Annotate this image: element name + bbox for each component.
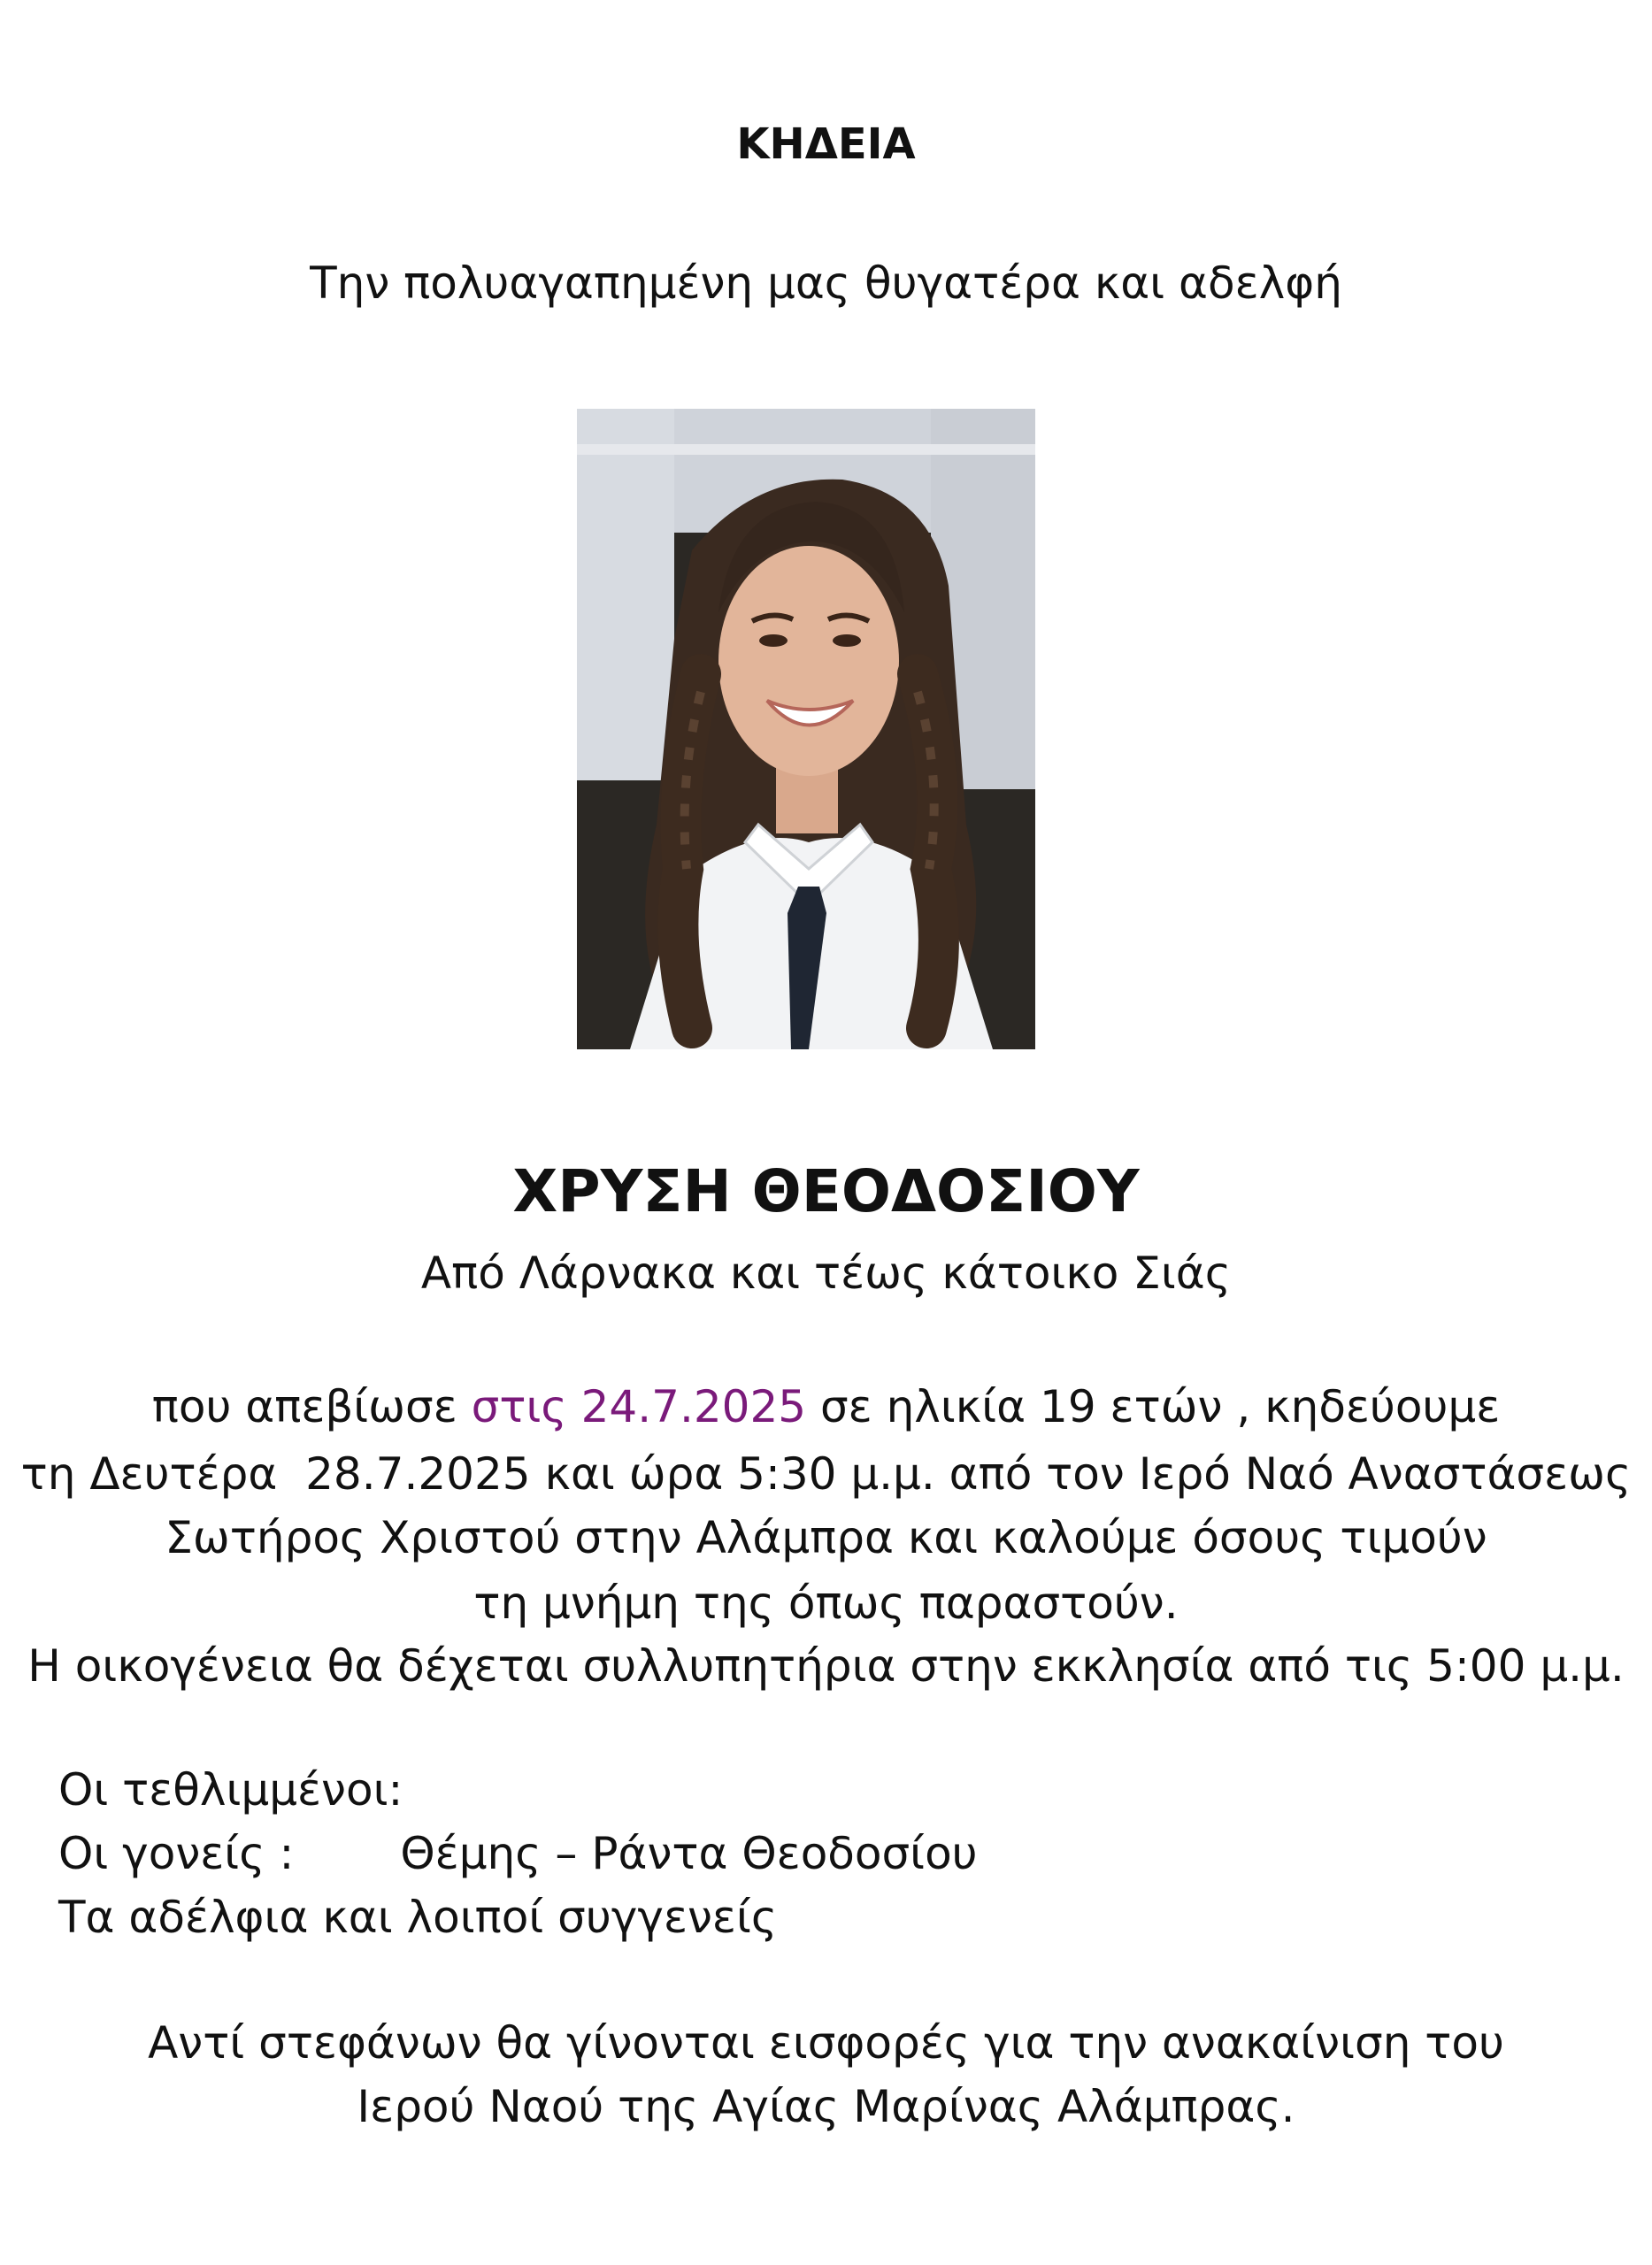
notice-heading: ΚΗΔΕΙΑ [736, 119, 916, 169]
parents-names: Θέμης – Ράντα Θεοδοσίου [400, 1828, 978, 1879]
body-line-4: τη μνήμη της όπως παραστούν. [473, 1578, 1179, 1629]
intro-text: Την πολυαγαπημένη μας θυγατέρα και αδελφή [310, 257, 1342, 309]
mourners-label: Οι τεθλιμμένοι: [58, 1764, 403, 1816]
portrait-photo [577, 409, 1035, 1049]
body-line-1-pre: που απεβίωσε [151, 1381, 472, 1432]
body-line-1 [0, 1380, 1652, 1433]
donation-line-2: Ιερού Ναού της Αγίας Μαρίνας Αλάμπρας. [357, 2081, 1295, 2132]
donation-line-1: Αντί στεφάνων θα γίνονται εισφορές για την ανακαίνιση του [148, 2017, 1504, 2069]
origin-text: Από Λάρνακα και τέως κάτοικο Σιάς [420, 1248, 1232, 1299]
parents-label: Οι γονείς : [58, 1828, 295, 1879]
body-line-5: Η οικογένεια θα δέχεται συλλυπητήρια στην εκκλησία από τις 5:00 μ.μ. [27, 1640, 1625, 1692]
body-line-3: Σωτήρος Χριστού στην Αλάμπρα και καλούμε όσους τιμούν [165, 1512, 1487, 1563]
death-date: στις 24.7.2025 [471, 1381, 807, 1432]
body-line-1-post: σε ηλικία 19 ετών , κηδεύουμε [806, 1381, 1501, 1432]
deceased-name: ΧΡΥΣΗ ΘΕΟΔΟΣΙΟΥ [512, 1157, 1140, 1225]
body-line-2: τη Δευτέρα 28.7.2025 και ώρα 5:30 μ.μ. από τον Ιερό Ναό Αναστάσεως [20, 1448, 1632, 1500]
parents-line [58, 1827, 978, 1880]
siblings-line: Τα αδέλφια και λοιποί συγγενείς [58, 1892, 778, 1943]
